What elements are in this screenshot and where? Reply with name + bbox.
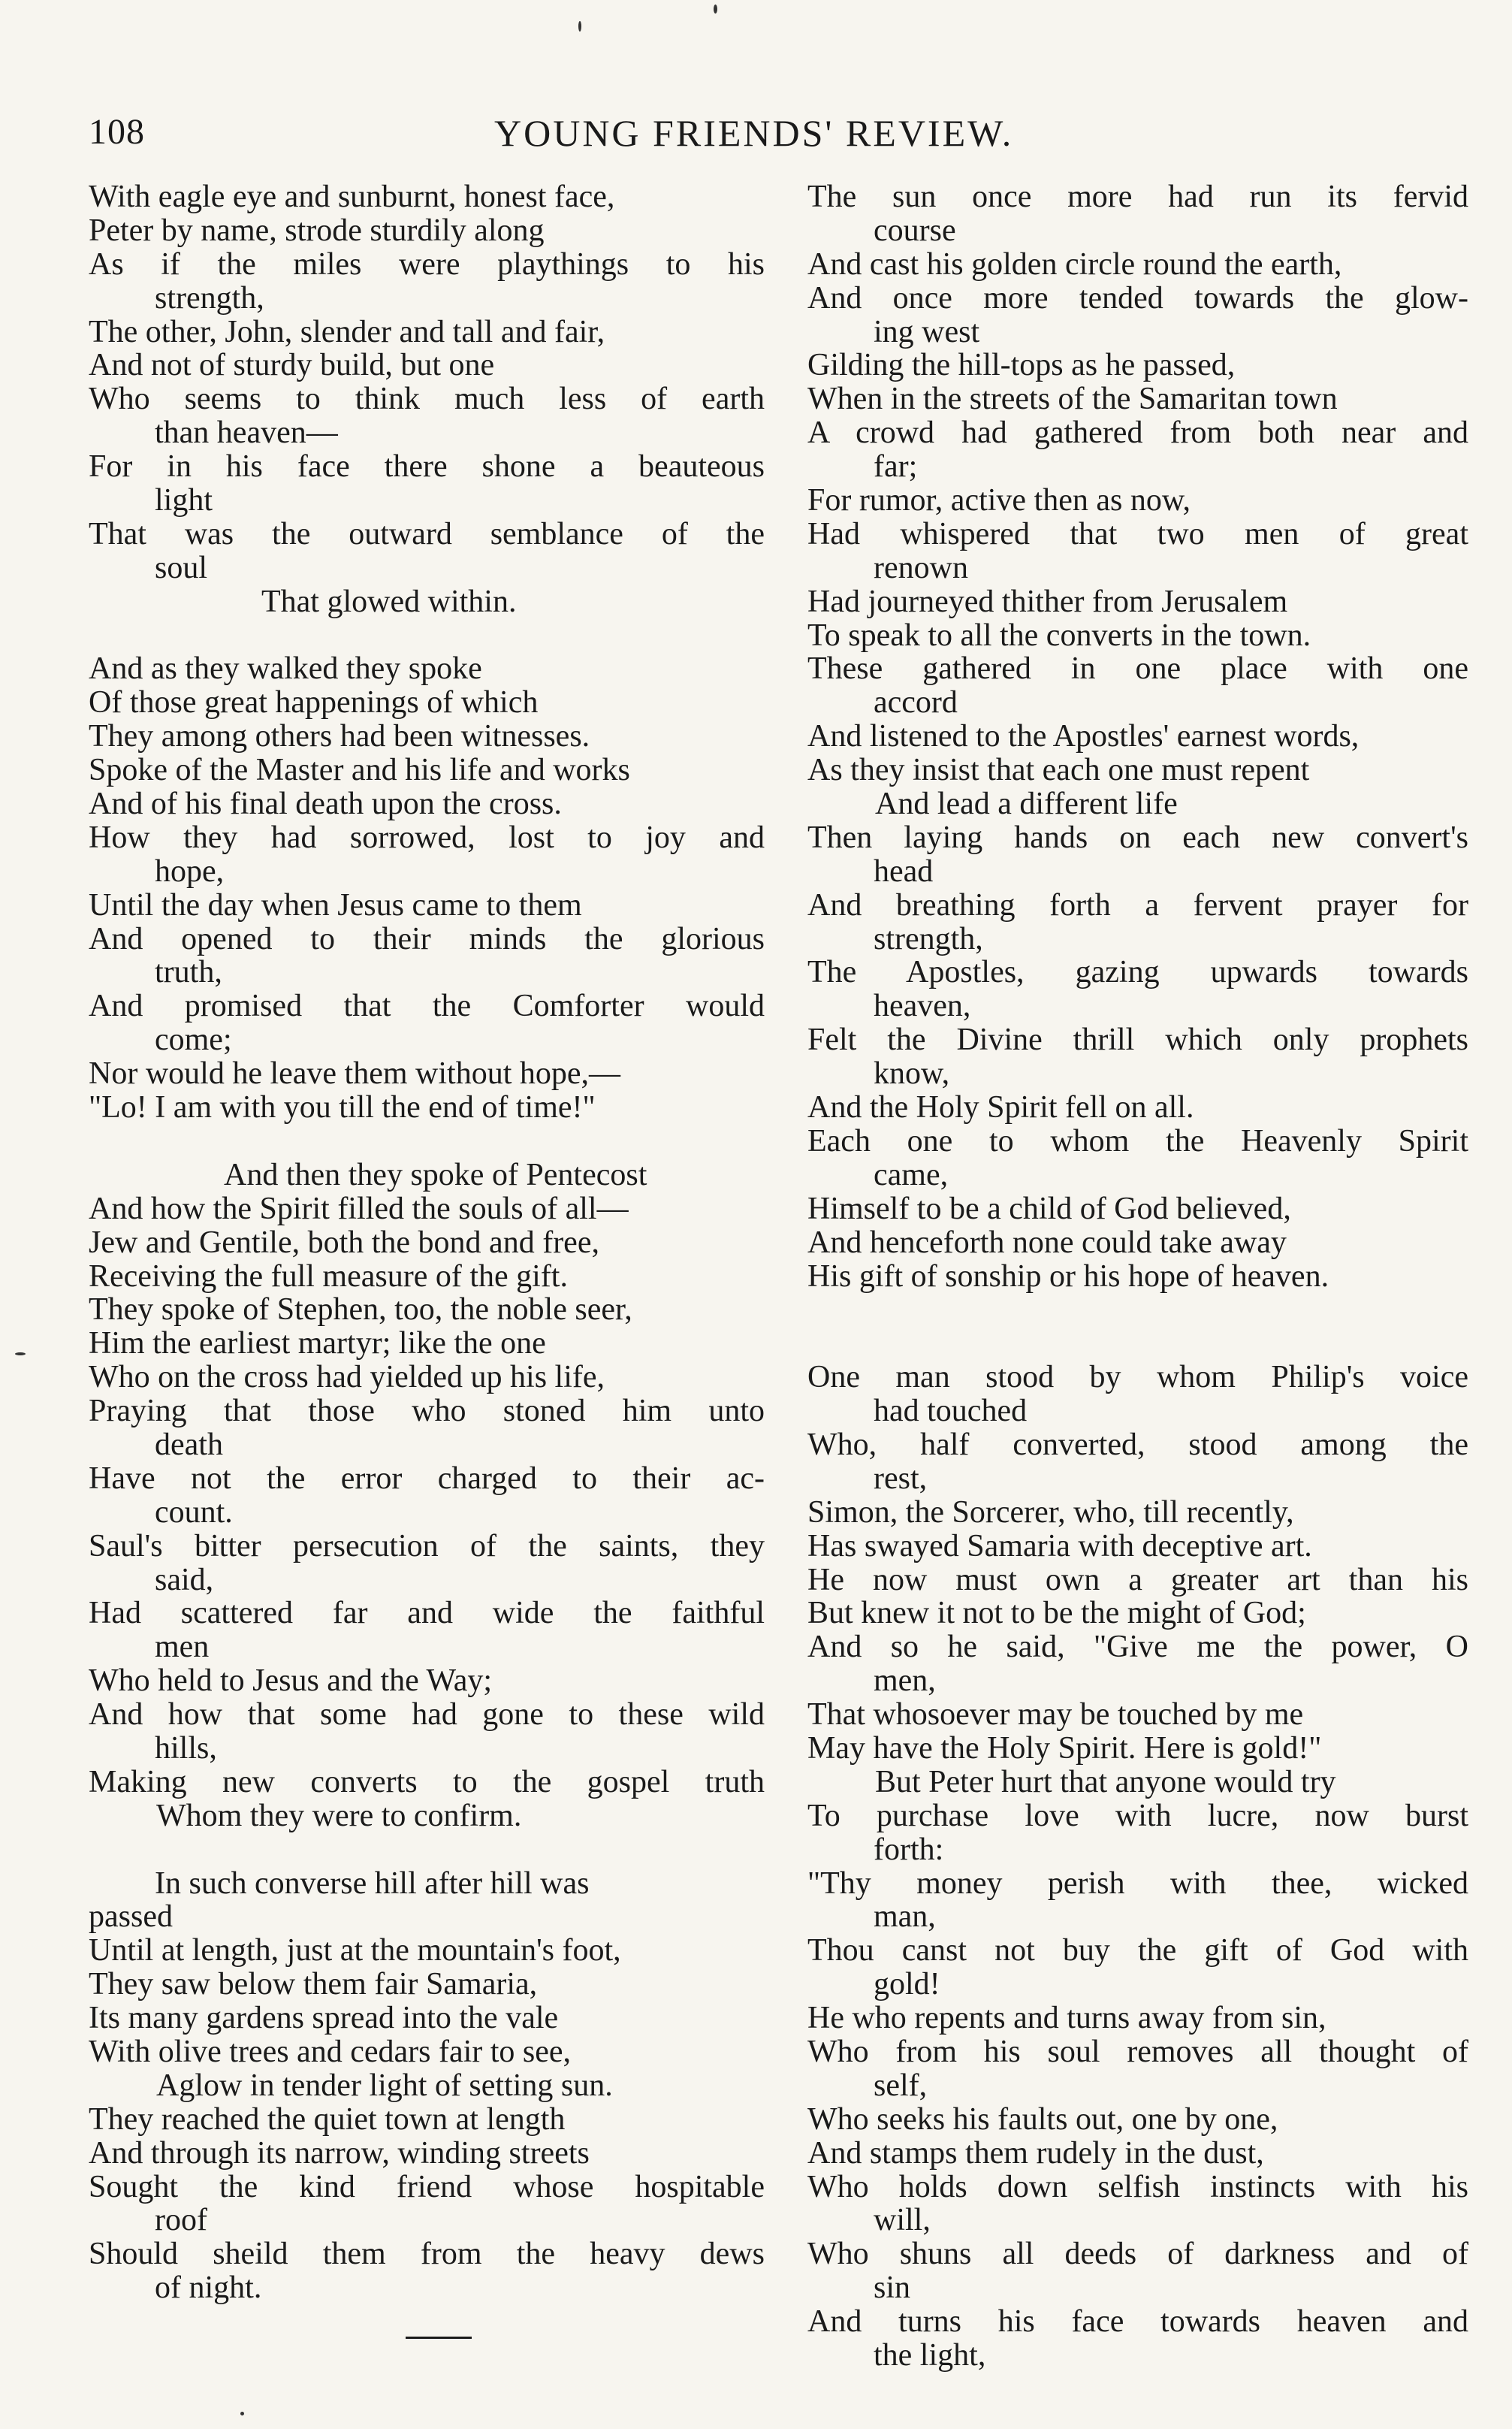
poem-line: Peter by name, strode sturdily along [89,213,545,248]
poem-line: For in his face there shone a beauteous [89,449,765,485]
poem-line: strength, [155,280,264,316]
poem-line: In such converse hill after hill was [155,1866,590,1901]
poem-line: The other, John, slender and tall and fair, [89,314,605,349]
poem-line: self, [874,2068,928,2103]
poem-line: far; [874,449,918,485]
poem-line: Spoke of the Master and his life and works [89,753,630,788]
poem-line: And turns his face towards heaven and [807,2304,1468,2340]
poem-line: And of his final death upon the cross. [89,787,562,822]
poem-line: He now must own a greater art than his [807,1562,1468,1597]
poem-line: the light, [874,2338,986,2373]
right-poem-column [807,180,1468,2373]
end-rule [406,2337,472,2339]
poem-line: And listened to the Apostles' earnest words, [807,719,1360,754]
poem-line: heaven, [874,989,971,1024]
poem-line: Who on the cross had yielded up his life, [89,1360,605,1395]
poem-line: And breathing forth a fervent prayer for [807,887,1468,923]
poem-line: accord [874,685,958,721]
poem-line: They spoke of Stephen, too, the noble seer, [89,1292,632,1328]
poem-line: When in the streets of the Samaritan town [807,382,1338,417]
poem-line: gold! [874,1967,940,2002]
poem-line: Gilding the hill-tops as he passed, [807,348,1236,383]
poem-line: And through its narrow, winding streets [89,2135,590,2171]
poem-line: Who seems to think much less of earth [89,382,765,417]
poem-line: Simon, the Sorcerer, who, till recently, [807,1494,1294,1530]
print-speck [15,1352,26,1355]
poem-line: As they insist that each one must repent [807,753,1310,788]
poem-line: Who seeks his faults out, one by one, [807,2101,1278,2137]
poem-line: Until the day when Jesus came to them [89,887,582,923]
poem-line: And stamps them rudely in the dust, [807,2135,1264,2171]
poem-line: Its many gardens spread into the vale [89,2001,559,2036]
poem-line: will, [874,2203,931,2238]
poem-line: Felt the Divine thrill which only prophets [807,1023,1468,1058]
poem-line: With olive trees and cedars fair to see, [89,2034,572,2069]
poem-line: Nor would he leave them without hope,— [89,1056,621,1092]
poem-line: That whosoever may be touched by me [807,1697,1304,1733]
poem-line: hope, [155,853,225,889]
poem-line: "Lo! I am with you till the end of time!" [89,1090,596,1125]
page-header [89,111,1456,164]
poem-line: truth, [155,955,222,990]
poem-line: Who, half converted, stood among the [807,1427,1468,1462]
stanza-gap [807,1327,1468,1361]
poem-line: That glowed within. [261,584,517,619]
poem-line: come; [155,1023,232,1058]
left-poem-column [89,180,765,2305]
running-title: YOUNG FRIENDS' REVIEW. [494,112,1014,154]
poem-line: death [155,1427,223,1462]
poem-line: Who holds down selfish instincts with his [807,2169,1468,2204]
poem-line: And the Holy Spirit fell on all. [807,1090,1194,1125]
poem-line: Praying that those who stoned him unto [89,1394,765,1429]
poem-line: had touched [874,1394,1028,1429]
poem-line: "Thy money perish with thee, wicked [807,1866,1468,1901]
poem-line: Until at length, just at the mountain's foot, [89,1933,621,1968]
poem-line: That was the outward semblance of the [89,516,765,551]
poem-line: know, [874,1056,950,1092]
poem-line: And so he said, "Give me the power, O [807,1630,1468,1665]
poem-line: They among others had been witnesses. [89,719,590,754]
poem-line: They reached the quiet town at length [89,2101,566,2137]
poem-line: To speak to all the converts in the town. [807,618,1311,653]
poem-line: Had whispered that two men of great [807,516,1468,551]
poem-line: The sun once more had run its fervid [807,180,1468,214]
poem-line: sin [874,2270,911,2306]
poem-line: Who from his soul removes all thought of [807,2034,1468,2069]
poem-line: May have the Holy Spirit. Here is gold!" [807,1730,1322,1766]
print-speck [240,2412,244,2415]
poem-line: course [874,213,956,248]
poem-line: Should sheild them from the heavy dews [89,2237,765,2272]
poem-line: of night. [155,2270,262,2306]
poem-line: came, [874,1157,949,1192]
poem-line: roof [155,2203,207,2238]
poem-line: His gift of sonship or his hope of heaven. [807,1258,1329,1294]
poem-line: The Apostles, gazing upwards towards [807,955,1468,990]
poem-line: And how the Spirit filled the souls of all— [89,1191,629,1226]
poem-line: Himself to be a child of God believed, [807,1191,1291,1226]
poem-line: And then they spoke of Pentecost [224,1157,647,1192]
poem-line: count. [155,1494,233,1530]
poem-line: These gathered in one place with one [807,651,1468,687]
stanza-gap [807,1293,1468,1327]
poem-line: forth: [874,1832,944,1867]
poem-line: Had scattered far and wide the faithful [89,1596,765,1631]
poem-line: Making new converts to the gospel truth [89,1764,765,1799]
poem-line: Jew and Gentile, both the bond and free, [89,1225,599,1260]
poem-line: Who held to Jesus and the Way; [89,1663,493,1699]
poem-line: And lead a different life [875,787,1178,822]
poem-line: And opened to their minds the glorious [89,921,765,956]
poem-line: soul [155,550,208,585]
poem-line: Have not the error charged to their ac- [89,1461,765,1496]
poem-line: He who repents and turns away from sin, [807,2001,1326,2036]
poem-line: said, [155,1562,214,1597]
poem-line: But knew it not to be the might of God; [807,1596,1306,1631]
poem-line: Receiving the full measure of the gift. [89,1258,568,1294]
poem-line: men, [874,1663,936,1699]
page-number: 108 [89,112,145,152]
poem-line: Thou canst not buy the gift of God with [807,1933,1468,1968]
poem-line: And as they walked they spoke [89,651,482,687]
poem-line: Whom they were to confirm. [156,1798,522,1833]
poem-line: Of those great happenings of which [89,685,539,721]
stanza-gap [89,619,765,653]
poem-line: Who shuns all deeds of darkness and of [807,2237,1468,2272]
poem-line: And promised that the Comforter would [89,989,765,1024]
poem-line: And once more tended towards the glow- [807,280,1468,316]
stanza-gap [89,1125,765,1159]
poem-line: And how that some had gone to these wild [89,1697,765,1733]
poem-line: One man stood by whom Philip's voice [807,1360,1468,1395]
poem-line: A crowd had gathered from both near and [807,415,1468,451]
poem-line: Aglow in tender light of setting sun. [156,2068,613,2103]
poem-line: But Peter hurt that anyone would try [875,1764,1336,1799]
poem-line: For rumor, active then as now, [807,483,1191,518]
poem-line: strength, [874,921,983,956]
poem-line: Has swayed Samaria with deceptive art. [807,1528,1312,1563]
print-speck [578,21,581,32]
poem-line: renown [874,550,968,585]
poem-line: Sought the kind friend whose hospitable [89,2169,765,2204]
poem-line: man, [874,1899,936,1935]
poem-line: And not of sturdy build, but one [89,348,495,383]
poem-line: How they had sorrowed, lost to joy and [89,820,765,855]
poem-line: Then laying hands on each new convert's [807,820,1468,855]
poem-line: As if the miles were playthings to his [89,246,765,282]
poem-line: Him the earliest martyr; like the one [89,1326,546,1361]
poem-line: Had journeyed thither from Jerusalem [807,584,1288,619]
poem-line: ing west [874,314,980,349]
poem-line: light [155,483,213,518]
poem-line: With eagle eye and sunburnt, honest face, [89,180,615,214]
poem-line: passed [89,1899,173,1935]
poem-line: head [874,853,934,889]
poem-line: Saul's bitter persecution of the saints, they [89,1528,765,1563]
poem-line: And cast his golden circle round the earth, [807,246,1342,282]
poem-line: Each one to whom the Heavenly Spirit [807,1123,1468,1159]
poem-line: To purchase love with lucre, now burst [807,1798,1468,1833]
poem-line: than heaven— [155,415,338,451]
poem-line: rest, [874,1461,928,1496]
poem-line: They saw below them fair Samaria, [89,1967,538,2002]
print-speck [714,5,717,14]
poem-line: hills, [155,1730,217,1766]
poem-line: men [155,1630,210,1665]
stanza-gap [89,1833,765,1867]
poem-line: And henceforth none could take away [807,1225,1287,1260]
